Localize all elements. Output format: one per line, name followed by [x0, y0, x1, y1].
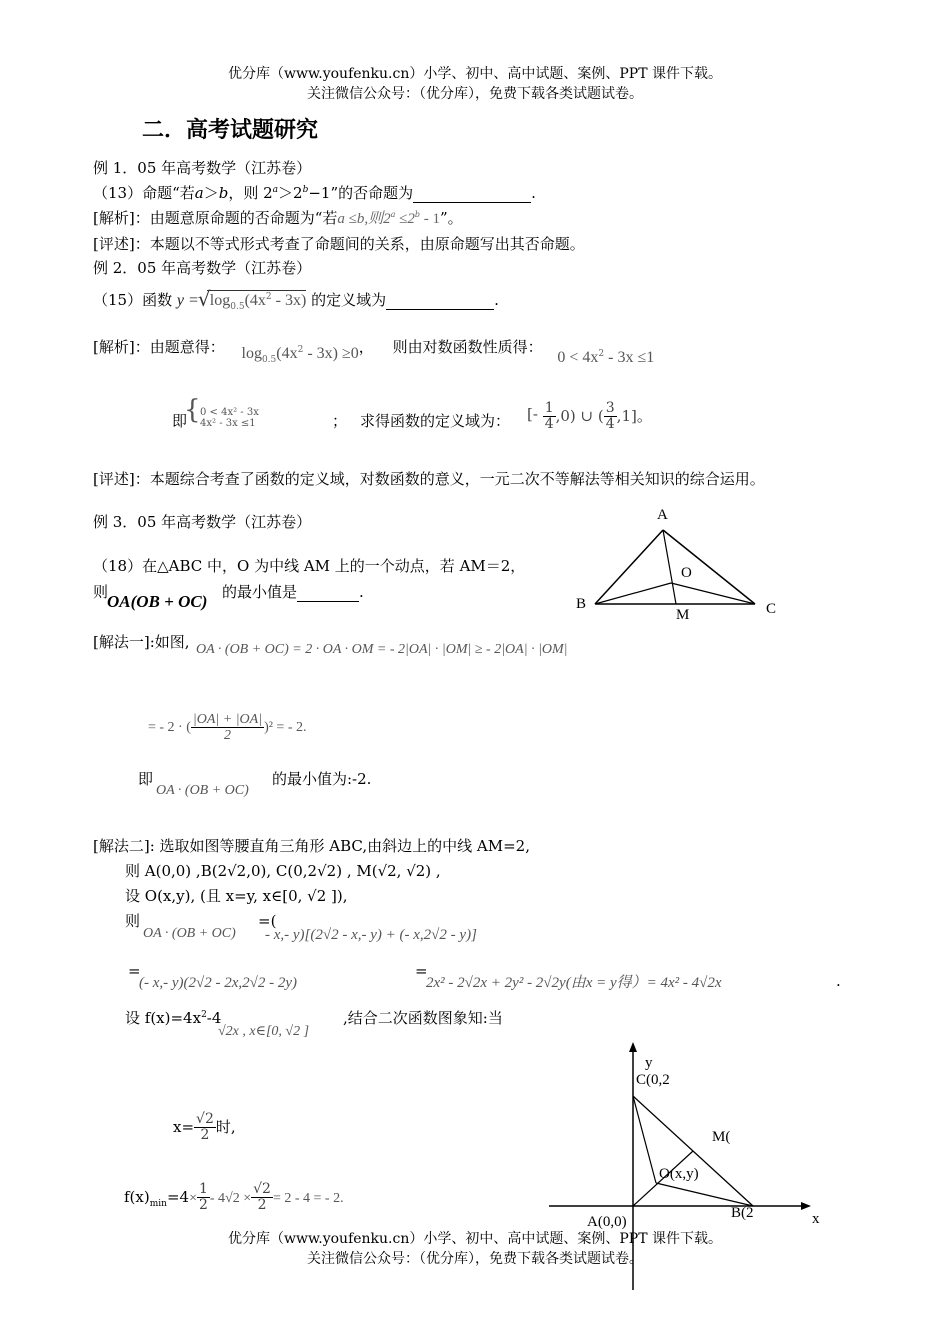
ex2-head: 例 2．05 年高考数学（江苏卷） — [93, 259, 312, 277]
ex1-analysis-math: a ≤b,则2 — [337, 211, 391, 227]
ex3-sol2-l5-e: . — [836, 972, 841, 990]
ex3-x-eq: x= — [173, 1117, 195, 1136]
ex2-question — [93, 287, 499, 313]
ex3-fmin-pre: f(x) — [124, 1187, 150, 1206]
ex3-fmin-f2-den: 2 — [257, 1197, 267, 1214]
median-am — [663, 530, 676, 604]
y-axis-arrow-icon — [629, 1042, 637, 1052]
segment-ob — [656, 1183, 753, 1206]
ex2-analysis-log-group — [242, 344, 359, 366]
ex3-q-line1: （18）在△ABC 中，O 为中线 AM 上的一个动点，若 AM＝2， — [93, 557, 526, 575]
ex3-sol2-l6-pre: 设 f(x)=4x — [125, 1009, 202, 1027]
ex1-answer-blank — [413, 184, 531, 203]
ex3-sol1-ji-tail: 的最小值为:-2. — [272, 770, 372, 788]
ex1-q-sup-b: b — [302, 185, 309, 195]
ex2-frac2-num: 3 — [605, 400, 615, 416]
ex3-sol2-l4-pre: 则 — [125, 912, 141, 930]
ex3-fmin-f1 — [197, 1182, 210, 1214]
ex3-sol2-l6-tail: ,结合二次函数图象知:当 — [343, 1009, 503, 1027]
ex1-analysis-sup-b: b — [414, 210, 420, 219]
graph-label-B: B(2 — [731, 1205, 754, 1221]
label-A: A — [657, 507, 668, 523]
ex2-sys-line1: 0 < 4x² - 3x — [200, 407, 259, 418]
ex2-q-func-sup: 2 — [265, 292, 272, 302]
triangle-figure — [570, 500, 790, 630]
label-C: C — [766, 601, 777, 617]
ex2-sys-line2: 4x² - 3x ≤1 — [200, 418, 256, 429]
ex3-sol2-l5-c: = — [415, 962, 428, 980]
ex2-frac1-den: 4 — [544, 416, 554, 433]
ex2-q-func-arg: (4x — [244, 292, 266, 309]
ex3-sol1-eq2-post: )² = - 2. — [264, 720, 307, 736]
x-axis-arrow-icon — [801, 1202, 811, 1210]
ex3-sol2-l6 — [125, 1009, 221, 1027]
ex3-fmin-eq: =4 — [166, 1187, 190, 1206]
graph-label-C: C(0,2 — [636, 1072, 670, 1088]
graph-label-M: M( — [712, 1129, 731, 1145]
ex3-q-end: . — [359, 583, 364, 601]
ex3-x-frac — [194, 1112, 216, 1144]
ex2-semi: ； — [332, 412, 348, 430]
ex2-analysis-ineq-rest: - 3x ≤1 — [604, 349, 655, 366]
ex2-analysis-ineq: 0 < 4x — [557, 349, 599, 366]
ex3-fmin-f2 — [251, 1182, 273, 1214]
ex3-q-line2 — [93, 583, 108, 601]
ex2-comment: [评述]：本题综合考查了函数的定义域，对数函数的意义，一元二次不等解法等相关知识的综合运用。 — [93, 470, 765, 488]
ex1-question — [93, 184, 536, 203]
ex3-sol2-label: [解法二]: 选取如图等腰直角三角形 ABC,由斜边上的中线 AM=2, — [93, 837, 530, 855]
ex3-head: 例 3．05 年高考数学（江苏卷） — [93, 513, 312, 531]
ex3-sol2-l6-math: √2x , x∈[0, √2 ] — [218, 1024, 310, 1039]
ex2-answer-blank — [386, 291, 494, 310]
ex2-analysis-label: [解析]：由题意得： — [93, 338, 225, 356]
ex3-q-suffix: 的最小值是 — [222, 583, 298, 601]
ex3-sol2-l5-b: (- x,- y)(2√2 - 2x,2√2 - 2y) — [139, 975, 298, 991]
ex1-q-gt: ＞ — [203, 184, 219, 202]
segment-co — [633, 1096, 656, 1183]
brace-icon: { — [184, 395, 201, 425]
ex1-q-gt2: ＞2 — [278, 184, 303, 202]
label-M: M — [676, 607, 690, 623]
ex1-q-a: a — [194, 184, 204, 202]
ex2-system — [184, 395, 259, 429]
ex3-sol1-expr: OA · (OB + OC) = 2 · OA · OM = - 2|OA| · |OM| ≥ - 2|OA| · |OM| — [196, 642, 568, 657]
graph-label-y: y — [645, 1055, 653, 1071]
ex2-analysis-ineq-sup: 2 — [598, 349, 605, 359]
ex3-x-when: 时, — [215, 1117, 236, 1136]
ex3-sol2-l3: 设 O(x,y), (且 x=y, x∈[0, √2 ]), — [125, 887, 348, 905]
header-line-2: 关注微信公众号：（优分库），免费下载各类试题试卷。 — [307, 86, 643, 102]
graph-label-x: x — [812, 1211, 820, 1227]
ex2-ji: 即 — [172, 412, 188, 430]
ex2-domain — [527, 401, 652, 433]
header-line-1: 优分库（www.youfenku.cn）小学、初中、高中试题、案例、PPT 课件下载。 — [227, 66, 722, 82]
ex3-answer-blank — [297, 583, 359, 602]
ex2-analysis-arg: (4x — [276, 345, 298, 362]
ex3-sol1-eq2 — [148, 712, 306, 744]
ex1-analysis-math2: ≤2 — [395, 211, 415, 227]
footer-line-2: 关注微信公众号：（优分库），免费下载各类试题试卷。 — [307, 1251, 643, 1267]
ex1-q-mid: ，则 2 — [228, 184, 273, 202]
ex3-fmin — [124, 1182, 344, 1214]
ex2-q-func-log: log — [209, 292, 231, 309]
label-B: B — [576, 596, 587, 612]
sqrt-sign-icon: √ — [197, 287, 211, 311]
ex2-frac2 — [604, 401, 617, 433]
ex3-sol1-ji-expr: OA · (OB + OC) — [156, 783, 249, 798]
ex3-q-ze: 则 — [93, 583, 109, 601]
ex3-sol2-l6-sup: 2 — [201, 1010, 207, 1020]
ex3-sol2-l4-vec: OA · (OB + OC) — [143, 926, 236, 941]
ex2-domain-end: 。 — [636, 406, 652, 425]
ex3-fmin-sub: min — [149, 1198, 167, 1209]
ex3-fmin-f2-num: √2 — [253, 1181, 271, 1197]
ex3-sol2-l2: 则 A(0,0) ,B(2√2,0), C(0,2√2) , M(√2, √2) , — [125, 862, 441, 880]
ex1-analysis-end: ”。 — [440, 209, 463, 227]
ex2-analysis-sup: 2 — [297, 345, 304, 355]
segment-bo — [595, 583, 671, 604]
ex3-sol1-label: [解法一]:如图, — [93, 633, 190, 651]
ex2-analysis-rest: - 3x) ≥0 — [303, 345, 359, 362]
ex2-q-end: . — [494, 291, 499, 309]
ex3-sol1-ji: 即 — [138, 770, 154, 788]
ex3-sol1-eq2-pre: = - 2 · ( — [148, 720, 191, 736]
ex2-q-prefix: （15）函数 — [93, 291, 173, 309]
ex3-x-value — [173, 1112, 236, 1144]
ex1-q-prefix: （13）命题“若 — [93, 184, 195, 202]
ex3-sol2-l4-rest: - x,- y)[(2√2 - x,- y) + (- x,2√2 - y)] — [265, 927, 477, 943]
ex2-q-func-rest: - 3x) — [271, 292, 307, 309]
ex2-domain-text: 求得函数的定义域为： — [360, 412, 511, 430]
ex2-domain-mid: ,0) ∪ ( — [555, 406, 604, 425]
ex2-q-suffix: 的定义域为 — [311, 291, 387, 309]
footer-line-1: 优分库（www.youfenku.cn）小学、初中、高中试题、案例、PPT 课件下载。 — [227, 1231, 722, 1247]
ex3-sol2-l4-eq: =( — [258, 912, 277, 930]
ex3-fmin-expr1: × — [189, 1190, 197, 1206]
section-title: 二．高考试题研究 — [142, 118, 319, 143]
ex2-domain-close: ,1] — [616, 406, 637, 425]
ex3-q-expr: OA(OB + OC) — [107, 592, 208, 611]
ex2-analysis-ineq-group — [557, 348, 654, 367]
ex1-comment: [评述]：本题以不等式形式考查了命题间的关系，由原命题写出其否命题。 — [93, 235, 585, 253]
ex2-q-sqrt — [197, 287, 307, 313]
ex3-fmin-expr3: = 2 - 4 = - 2. — [272, 1190, 344, 1206]
ex3-sol2-l5-a: = — [128, 962, 141, 980]
ex3-fmin-f1-den: 2 — [198, 1197, 208, 1214]
ex2-frac1-num: 1 — [544, 400, 554, 416]
ex2-frac2-den: 4 — [605, 416, 615, 433]
ex2-analysis-mid: 则由对数函数性质得： — [392, 338, 543, 356]
ex3-fmin-f1-num: 1 — [198, 1181, 208, 1197]
ex1-analysis-math3: - 1 — [420, 211, 440, 227]
ex2-q-func-y: y = — [176, 292, 199, 309]
ex2-analysis-base: 0.5 — [261, 355, 277, 365]
triangle-side-ab — [595, 530, 663, 604]
ex1-q-sup-a: a — [272, 185, 279, 195]
ex3-sol2-l5-d: 2x² - 2√2x + 2y² - 2√2y(由x = y得）= 4x² - 4√2x — [426, 975, 722, 991]
ex1-q-tail: −1”的否命题为 — [308, 184, 414, 202]
ex2-analysis-comma: ， — [358, 338, 374, 356]
ex1-head: 例 1．05 年高考数学（江苏卷） — [93, 159, 312, 177]
ex2-analysis-log: log — [241, 345, 262, 362]
ex2-domain-open: [- — [527, 404, 538, 423]
ex3-q-suffix-group — [222, 583, 364, 602]
ex2-frac1 — [543, 401, 556, 433]
ex3-sol2-l6-mid: -4 — [206, 1009, 222, 1027]
label-O: O — [681, 565, 692, 581]
ex3-x-frac-num: √2 — [196, 1111, 214, 1127]
ex2-analysis — [93, 338, 655, 366]
ex2-q-func-base: 0.5 — [230, 302, 245, 312]
ex1-analysis-sup-a: a — [390, 210, 396, 219]
ex3-sol1-eq2-num: |OA| + |OA| — [192, 712, 263, 727]
ex3-x-frac-den: 2 — [200, 1127, 210, 1144]
ex1-q-end: . — [531, 184, 536, 202]
ex3-fmin-expr2: - 4√2 × — [209, 1190, 252, 1206]
ex1-analysis — [93, 209, 463, 228]
ex1-analysis-label: [解析]：由题意原命题的否命题为“若 — [93, 209, 338, 227]
graph-label-A: A(0,0) — [587, 1214, 627, 1230]
ex3-sol1-eq2-frac — [191, 712, 264, 744]
graph-label-O: O(x,y) — [659, 1166, 699, 1182]
ex3-sol1-eq2-den: 2 — [223, 728, 231, 744]
ex1-q-b: b — [218, 184, 229, 202]
